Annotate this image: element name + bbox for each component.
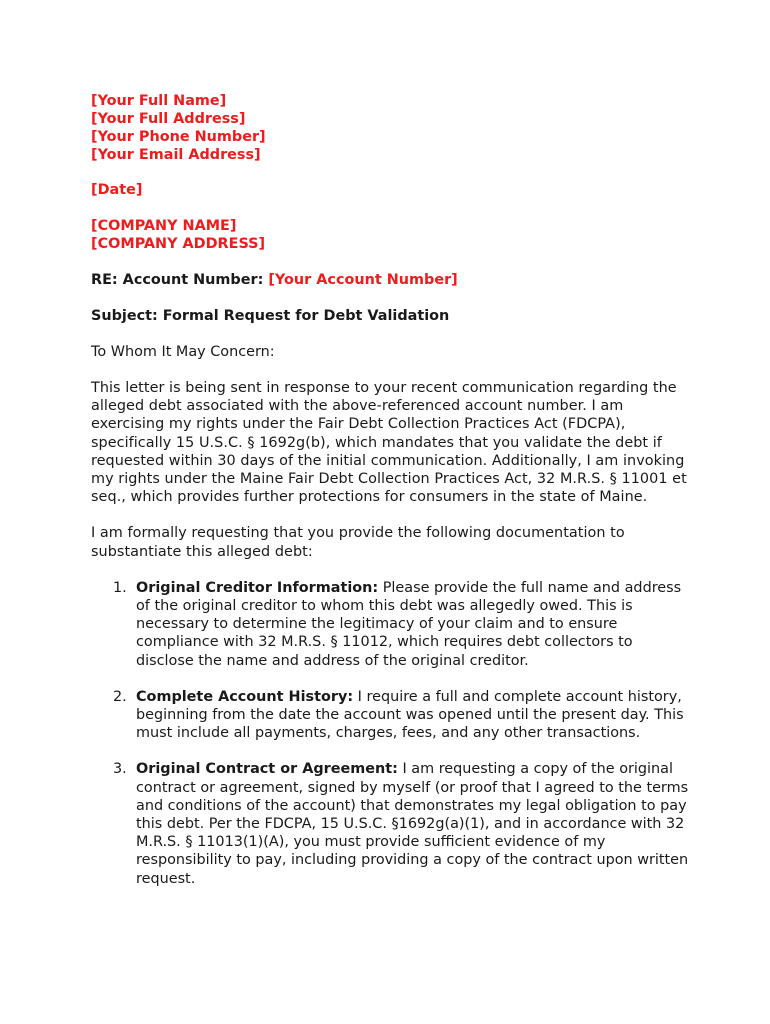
sender-full-address: [Your Full Address]	[91, 111, 246, 127]
sender-email: [Your Email Address]	[91, 147, 261, 163]
request-text: I require a full and complete account history, beginning from the date the account was opened until the present day. This must include all payments, charges, fees, and any other transactions.	[136, 688, 684, 742]
letter-page	[91, 92, 691, 906]
body-paragraph-2: I am formally requesting that you provide the following documentation to substantiate this alleged debt:	[91, 525, 625, 560]
request-text: Please provide the full name and address of the original creditor to whom this debt was allegedly owed. This is necessary to determine the legitimacy of your claim and to ensure compliance with 32 M.R.S. § 11012, which requires debt collectors to disclose the name and address of the original creditor.	[136, 579, 682, 669]
request-title: Complete Account History:	[136, 688, 354, 705]
request-text: I am requesting a copy of the original contract or agreement, signed by myself (or proof that I agreed to the terms and conditions of the account) that demonstrates my legal obligation to pay this debt. Per the FDCPA, 15 U.S.C. §1692g(a)(1), and in accordance with 32 M.R.S. § 11013(1)(A), you must provide sufficient evidence of my responsibility to pay, including providing a copy of the contract upon written request.	[136, 761, 689, 887]
request-title: Original Contract or Agreement:	[136, 761, 398, 778]
request-title: Original Creditor Information:	[136, 579, 379, 596]
sender-full-name: [Your Full Name]	[91, 93, 227, 109]
sender-block	[91, 92, 691, 164]
letter-date: [Date]	[91, 182, 143, 198]
request-number: 3.	[113, 761, 127, 778]
request-item	[91, 579, 691, 670]
body-paragraph-1: This letter is being sent in response to your recent communication regarding the alleged debt associated with the above-referenced account number. I am exercising my rights under the Fair Debt Collection Practices Act (FDCPA), specifically 15 U.S.C. § 1692g(b), which mandates that you validate the debt if requested within 30 days of the initial communication. Additionally, I am invoking my rights under the Maine Fair Debt Collection Practices Act, 32 M.R.S. § 11001 et seq., which provides further protections for consumers in the state of Maine.	[91, 380, 687, 506]
sender-phone: [Your Phone Number]	[91, 129, 266, 145]
request-number: 1.	[113, 579, 127, 596]
re-label: RE: Account Number:	[91, 272, 269, 288]
request-item	[91, 688, 691, 743]
recipient-company-address: [COMPANY ADDRESS]	[91, 236, 266, 252]
re-account-number: [Your Account Number]	[268, 272, 458, 288]
salutation: To Whom It May Concern:	[91, 344, 275, 360]
request-item	[91, 760, 691, 887]
subject-line: Subject: Formal Request for Debt Validation	[91, 308, 450, 324]
request-list	[91, 579, 691, 888]
recipient-block	[91, 217, 691, 253]
request-number: 2.	[113, 688, 127, 705]
recipient-company-name: [COMPANY NAME]	[91, 218, 237, 234]
re-line	[91, 271, 691, 289]
